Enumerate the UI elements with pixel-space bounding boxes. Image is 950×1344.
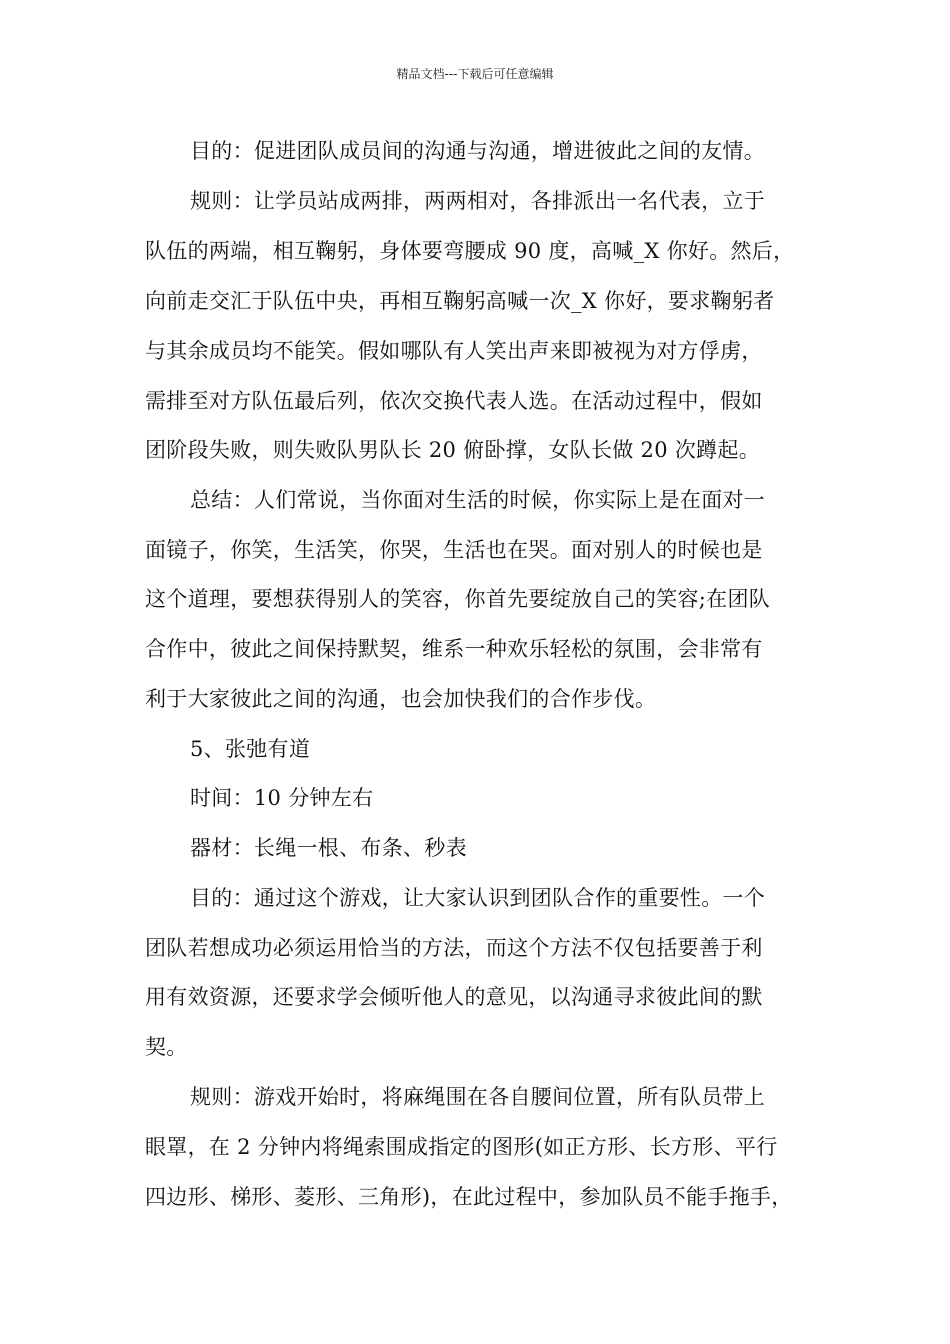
paragraph-line: 契。 xyxy=(145,1035,188,1059)
paragraph-line: 合作中，彼此之间保持默契，维系一种欢乐轻松的氛围，会非常有 xyxy=(145,637,763,661)
paragraph-line: 团队若想成功必须运用恰当的方法，而这个方法不仅包括要善于利 xyxy=(145,936,763,960)
paragraph-line: 目的：通过这个游戏，让大家认识到团队合作的重要性。一个 xyxy=(190,886,766,910)
paragraph-line: 向前走交汇于队伍中央，再相互鞠躬高喊一次_X 你好，要求鞠躬者 xyxy=(145,289,775,313)
paragraph-line: 目的：促进团队成员间的沟通与沟通，增进彼此之间的友情。 xyxy=(190,139,766,163)
paragraph-line: 规则：让学员站成两排，两两相对，各排派出一名代表，立于 xyxy=(190,189,766,213)
paragraph-line: 需排至对方队伍最后列，依次交换代表人选。在活动过程中，假如 xyxy=(145,389,763,413)
paragraph-line: 时间：10 分钟左右 xyxy=(190,786,374,810)
section-heading: 5、张弛有道 xyxy=(190,737,311,761)
paragraph-line: 总结：人们常说，当你面对生活的时候，你实际上是在面对一 xyxy=(190,488,766,512)
paragraph-line: 与其余成员均不能笑。假如哪队有人笑出声来即被视为对方俘虏， xyxy=(145,339,763,363)
page-header: 精品文档---下载后可任意编辑 xyxy=(396,67,554,81)
paragraph-line: 队伍的两端，相互鞠躬，身体要弯腰成 90 度，高喊_X 你好。然后， xyxy=(145,239,795,263)
paragraph-line: 眼罩，在 2 分钟内将绳索围成指定的图形(如正方形、长方形、平行 xyxy=(145,1135,778,1159)
paragraph-line: 利于大家彼此之间的沟通，也会加快我们的合作步伐。 xyxy=(145,687,657,711)
paragraph-line: 这个道理，要想获得别人的笑容，你首先要绽放自己的笑容;在团队 xyxy=(145,587,771,611)
paragraph-line: 规则：游戏开始时，将麻绳围在各自腰间位置，所有队员带上 xyxy=(190,1085,766,1109)
paragraph-line: 面镜子，你笑，生活笑，你哭，生活也在哭。面对别人的时候也是 xyxy=(145,538,763,562)
paragraph-line: 器材：长绳一根、布条、秒表 xyxy=(190,836,467,860)
paragraph-line: 四边形、梯形、菱形、三角形)，在此过程中，参加队员不能手拖手， xyxy=(145,1185,793,1209)
paragraph-line: 团阶段失败，则失败队男队长 20 俯卧撑，女队长做 20 次蹲起。 xyxy=(145,438,761,462)
paragraph-line: 用有效资源，还要求学会倾听他人的意见，以沟通寻求彼此间的默 xyxy=(145,985,763,1009)
